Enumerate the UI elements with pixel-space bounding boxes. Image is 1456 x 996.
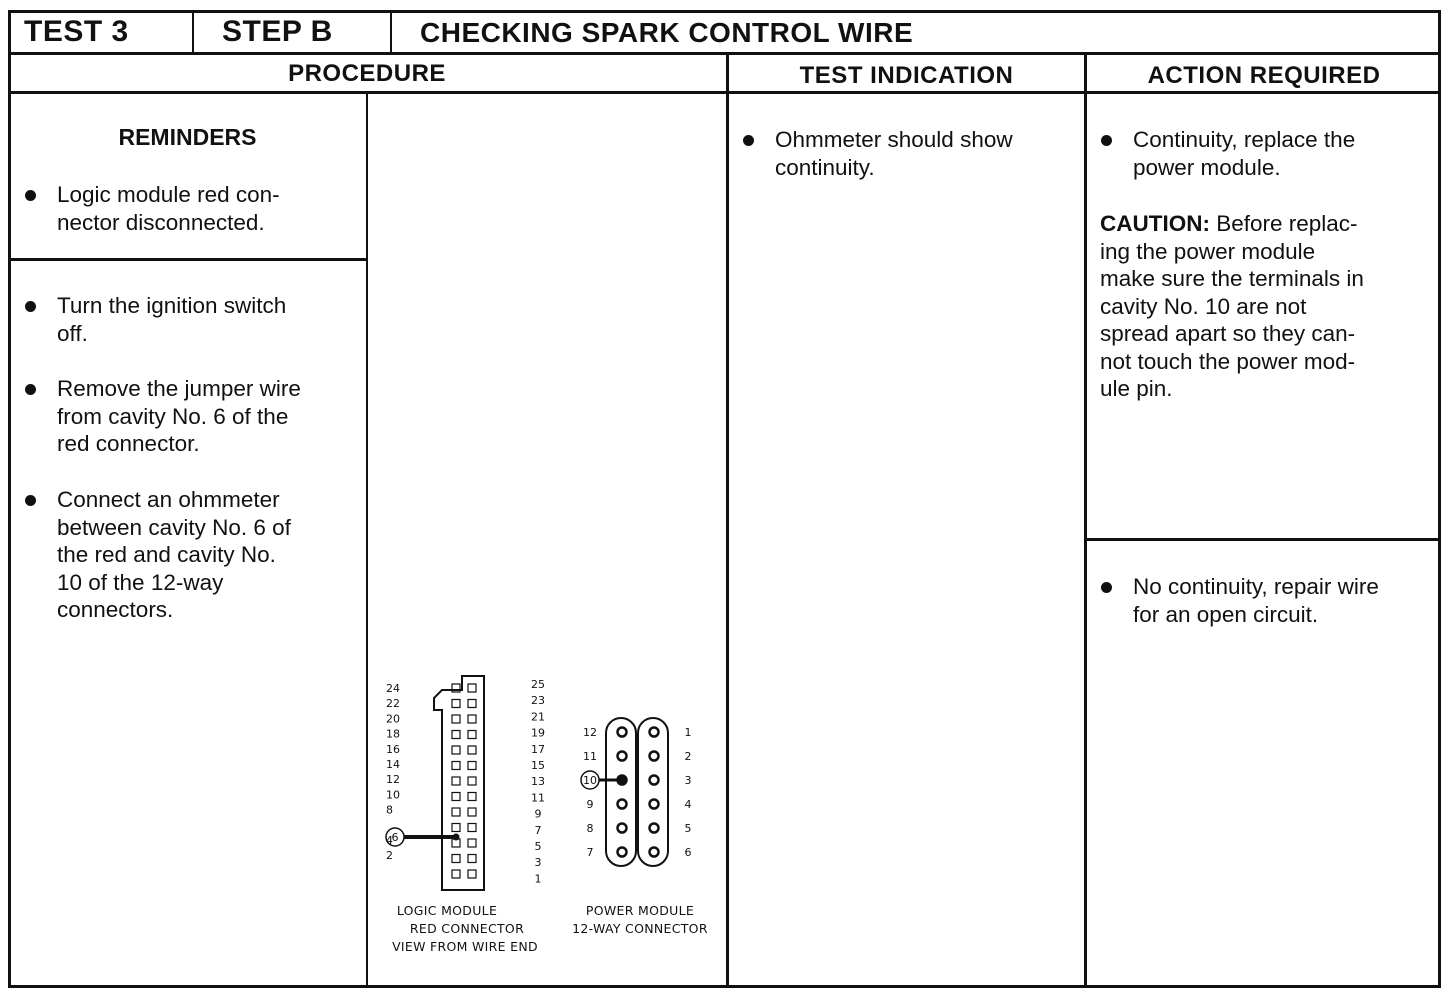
logic-cavity — [452, 824, 460, 832]
power-cavity — [650, 752, 659, 761]
reminder-text: Logic module red con- nector disconnected. — [57, 182, 280, 235]
bullet-icon — [743, 135, 754, 146]
logic-pin-number: 9 — [534, 807, 542, 821]
procedure-step — [25, 486, 360, 631]
logic-cavity — [468, 839, 476, 847]
logic-cavity — [452, 793, 460, 801]
procedure-step — [25, 292, 360, 352]
logic-cavity — [468, 700, 476, 708]
procedure-step-text: Turn the ignition switch off. — [57, 293, 287, 346]
logic-cavity — [452, 870, 460, 878]
logic-pin-number: 8 — [386, 803, 393, 817]
logic-cavity — [468, 762, 476, 770]
col-sep-procedure — [726, 54, 729, 988]
logic-caption-line: VIEW FROM WIRE END — [392, 939, 538, 954]
logic-pin-number: 1 — [534, 872, 542, 886]
bullet-icon — [25, 190, 36, 201]
action-continuity-text: Continuity, replace the power module. — [1133, 127, 1356, 180]
logic-pin-number: 2 — [386, 849, 393, 863]
power-pin-number: 5 — [684, 822, 692, 835]
logic-cavity — [452, 762, 460, 770]
logic-pin-number: 15 — [531, 759, 545, 772]
action-heading: ACTION REQUIRED — [1147, 62, 1381, 89]
logic-cavity — [452, 855, 460, 863]
logic-cavity — [468, 870, 476, 878]
step-label: STEP B — [222, 15, 333, 48]
power-cavity — [650, 776, 659, 785]
logic-caption-line: RED CONNECTOR — [409, 921, 525, 936]
reminders-heading: REMINDERS — [118, 124, 257, 150]
power-probe-point — [617, 775, 627, 785]
logic-pin-number: 19 — [531, 726, 545, 740]
indication-item — [743, 126, 1078, 186]
procedure-step-text: Remove the jumper wire from cavity No. 6 of the red connector. — [57, 376, 301, 456]
action-continuity — [1101, 126, 1436, 186]
power-cavity — [618, 824, 627, 833]
logic-pin-number: 7 — [534, 823, 542, 837]
header-sep-1 — [192, 10, 194, 54]
logic-cavity — [468, 684, 476, 692]
header-sep-2 — [390, 10, 392, 54]
power-pin-number: 1 — [684, 726, 692, 739]
power-cavity — [650, 848, 659, 857]
power-connector-left-column — [606, 718, 636, 866]
power-cavity — [618, 800, 627, 809]
power-caption-line: 12-WAY CONNECTOR — [572, 921, 708, 936]
power-pin-number: 11 — [583, 750, 597, 763]
logic-pin-number: 4 — [386, 834, 393, 847]
logic-pin-number: 21 — [531, 710, 545, 724]
reminders-divider — [8, 258, 367, 261]
procedure-inner-sep — [366, 92, 368, 988]
connector-diagram — [372, 670, 724, 970]
logic-pin-number: 11 — [531, 791, 545, 805]
logic-pin-number: 14 — [386, 758, 400, 771]
logic-marked-number: 6 — [391, 831, 399, 844]
logic-cavity — [452, 700, 460, 708]
logic-cavity — [468, 777, 476, 785]
col-sep-indication — [1084, 54, 1087, 988]
logic-cavity — [452, 715, 460, 723]
action-divider — [1086, 538, 1441, 541]
logic-pin-number: 10 — [386, 788, 400, 802]
logic-right-numbers — [531, 678, 545, 885]
power-pin-number: 9 — [586, 798, 594, 811]
header-divider — [8, 52, 1441, 55]
logic-probe-point — [453, 834, 460, 841]
power-pin-number: 10 — [583, 774, 597, 787]
logic-cavity — [468, 824, 476, 832]
power-pin-number: 7 — [586, 846, 594, 859]
power-pin-number: 6 — [684, 846, 692, 859]
power-cavity — [618, 728, 627, 737]
logic-cavity — [468, 746, 476, 754]
bullet-icon — [1101, 135, 1112, 146]
logic-pin-number: 22 — [386, 697, 400, 711]
reminder-item — [25, 181, 360, 241]
procedure-step — [25, 375, 360, 465]
power-cavity — [618, 848, 627, 857]
power-cavity — [650, 824, 659, 833]
action-no-continuity — [1101, 573, 1436, 633]
power-caption-line: POWER MODULE — [585, 903, 695, 918]
bullet-icon — [1101, 582, 1112, 593]
logic-cavity — [452, 731, 460, 739]
power-pin-number: 4 — [684, 798, 692, 811]
power-right-numbers — [685, 726, 692, 859]
power-pin-number: 8 — [586, 822, 594, 835]
colhead-divider — [8, 91, 1441, 94]
logic-cavities — [452, 684, 476, 878]
power-pin-number: 3 — [684, 774, 692, 787]
logic-cavity — [468, 855, 476, 863]
power-connector-right-column — [638, 718, 668, 866]
indication-text: Ohmmeter should show continuity. — [775, 127, 1013, 180]
logic-pin-number: 12 — [386, 773, 400, 787]
bullet-icon — [25, 301, 36, 312]
logic-cavity — [468, 808, 476, 816]
logic-pin-number: 3 — [534, 856, 542, 870]
power-pin-number: 12 — [583, 726, 597, 739]
logic-pin-number: 16 — [386, 742, 400, 756]
page-title: CHECKING SPARK CONTROL WIRE — [420, 17, 914, 48]
indication-heading: TEST INDICATION — [799, 62, 1014, 89]
caution-note — [1100, 210, 1435, 403]
logic-pin-number: 24 — [386, 682, 400, 695]
power-cavity — [618, 752, 627, 761]
logic-pin-number: 20 — [386, 712, 400, 726]
logic-cavity — [468, 731, 476, 739]
logic-pin-number: 25 — [531, 678, 545, 691]
logic-pin-number: 18 — [386, 727, 400, 741]
logic-cavity — [452, 808, 460, 816]
logic-cavity — [452, 746, 460, 754]
logic-pin-number: 17 — [531, 742, 545, 756]
logic-pin-number: 5 — [534, 840, 542, 853]
power-pin-number: 2 — [684, 750, 692, 763]
logic-pin-number: 13 — [531, 775, 545, 789]
test-number: TEST 3 — [24, 15, 129, 48]
logic-caption-line: LOGIC MODULE — [396, 903, 498, 918]
action-no-continuity-text: No continuity, repair wire for an open circuit. — [1133, 574, 1379, 627]
power-left-numbers — [583, 726, 597, 859]
caution-label: CAUTION: — [1100, 211, 1210, 236]
logic-cavity — [452, 777, 460, 785]
bullet-icon — [25, 495, 36, 506]
power-cavity — [650, 800, 659, 809]
logic-pin-number: 23 — [531, 694, 545, 708]
logic-cavity — [468, 793, 476, 801]
caution-text: Before replac- ing the power module make sure the terminals in cavity No. 10 are not spread apart so they can- not touch the power mod- ule pin. — [1100, 211, 1364, 401]
procedure-step-text: Connect an ohmmeter between cavity No. 6 of the red and cavity No. 10 of the 12-way connectors. — [57, 487, 291, 622]
logic-cavity — [468, 715, 476, 723]
procedure-heading: PROCEDURE — [288, 60, 446, 87]
power-cavity — [650, 728, 659, 737]
bullet-icon — [25, 384, 36, 395]
